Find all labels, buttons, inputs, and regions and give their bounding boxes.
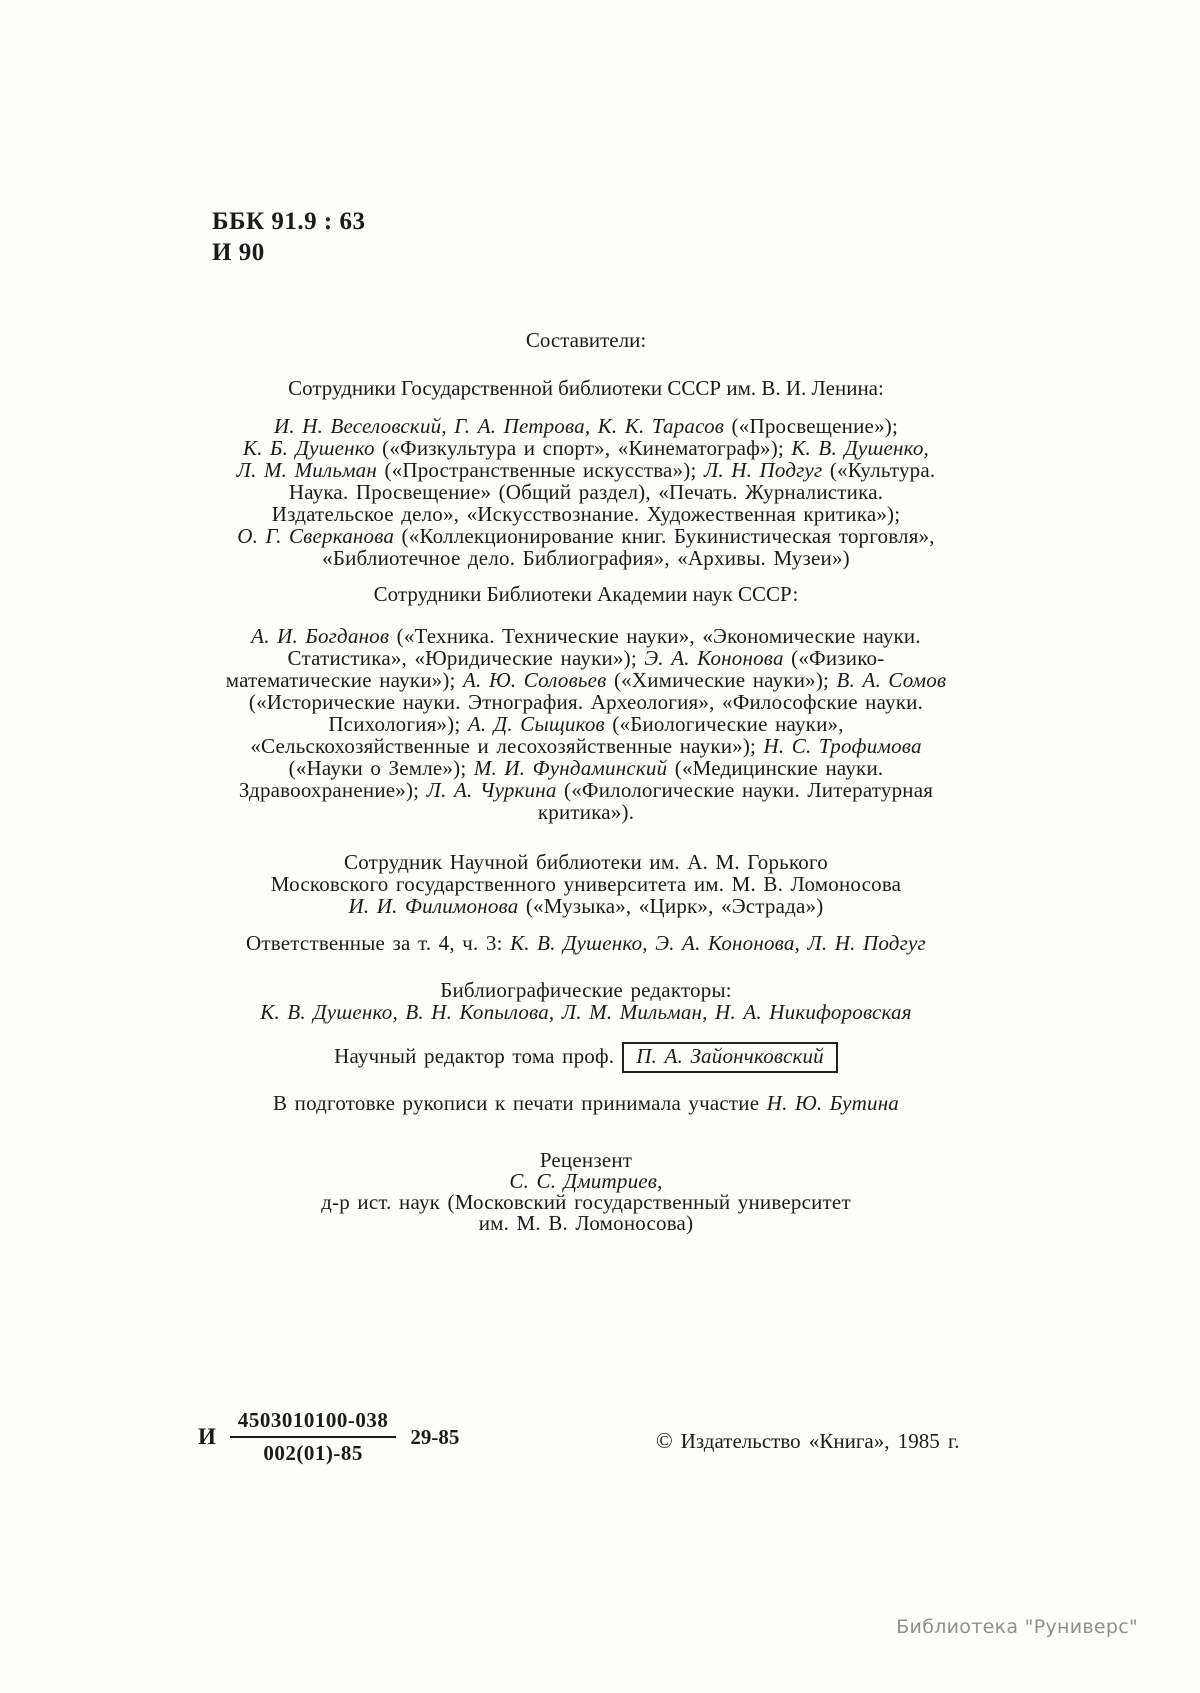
responsible-editors-line: Ответственные за т. 4, ч. 3: К. В. Душенко, Э. А. Кононова, Л. Н. Подгуг — [246, 931, 926, 955]
copyright-line — [656, 1428, 960, 1454]
gorky-library-compiler-paragraph: Сотрудник Научной библиотеки им. А. М. Горького Московского государственного университета им. М. В. Ломоносова И. И. Филимонова («Музыка», «Цирк», «Эстрада») — [270, 850, 902, 918]
bibliographic-editors-names: К. В. Душенко, В. Н. Копылова, Л. М. Мильман, Н. А. Никифоровская — [260, 1000, 912, 1024]
catalog-index-prefix: И — [198, 1424, 216, 1449]
catalog-index-fraction — [230, 1408, 397, 1466]
copyright-text: Издательство «Книга», 1985 г. — [680, 1429, 960, 1453]
science-editor-line: Научный редактор тома проф. П. А. Зайончковский — [178, 1042, 994, 1073]
lenin-library-compilers-paragraph: И. Н. Веселовский, Г. А. Петрова, К. К. Тарасов («Просвещение»); К. Б. Душенко («Физкультура и спорт», «Кинематограф»); К. В. Душенко, Л. М. Мильман («Пространственные искусства»); Л. Н. Подгуг («Культура. Наука. Просвещение» (Общий раздел), «Печать. Журналистика. Издательское дело», «Искусствознание. Художественная критика»); О. Г. Сверканова («Коллекционирование книг. Букинистическая торговля», «Библиотечное дело. Библиография», «Архивы. Музеи») — [236, 414, 936, 570]
catalog-index-denominator: 002(01)-85 — [263, 1441, 363, 1465]
bbk-code: ББК 91.9 : 63 — [212, 208, 366, 235]
reviewer-section — [178, 1150, 994, 1234]
bbk-classification-block — [212, 206, 612, 268]
catalog-index-numerator: 4503010100-038 — [230, 1408, 397, 1438]
copyright-icon: © — [656, 1428, 673, 1453]
lenin-library-heading: Сотрудники Государственной библиотеки СССР им. В. И. Ленина: — [288, 376, 884, 400]
author-sign: И 90 — [212, 239, 265, 266]
bibliographic-editors-section — [178, 979, 994, 1023]
catalog-index-suffix: 29-85 — [410, 1424, 460, 1449]
runivers-watermark: Библиотека "Руниверс" — [896, 1616, 1138, 1638]
catalog-index-block — [198, 1408, 459, 1466]
reviewer-details: С. С. Дмитриев, д-р ист. наук (Московский государственный университет им. М. В. Ломоносова) — [321, 1169, 851, 1235]
manuscript-preparation-line: В подготовке рукописи к печати принимала участие Н. Ю. Бутина — [272, 1091, 900, 1115]
compilers-heading: Составители: — [525, 328, 647, 352]
academy-library-compilers-paragraph: А. И. Богданов («Техника. Технические науки», «Экономические науки. Статистика», «Юридические науки»); Э. А. Кононова («Физико- математические науки»); А. Ю. Соловьев («Химические науки»); В. А. Сомов («Исторические науки. Этнография. Археология», «Философские науки. Психология»); А. Д. Сыщиков («Биологические науки», «Сельскохозяйственные и лесохозяйственные науки»); Н. С. Трофимова («Науки о Земле»); М. И. Фундаминский («Медицинские науки. Здравоохранение»); Л. А. Чуркина («Филологические науки. Литературная критика»). — [225, 624, 947, 824]
reviewer-heading: Рецензент — [539, 1148, 633, 1172]
bibliographic-editors-heading: Библиографические редакторы: — [440, 978, 732, 1002]
academy-library-heading: Сотрудники Библиотеки Академии наук СССР: — [373, 582, 799, 606]
